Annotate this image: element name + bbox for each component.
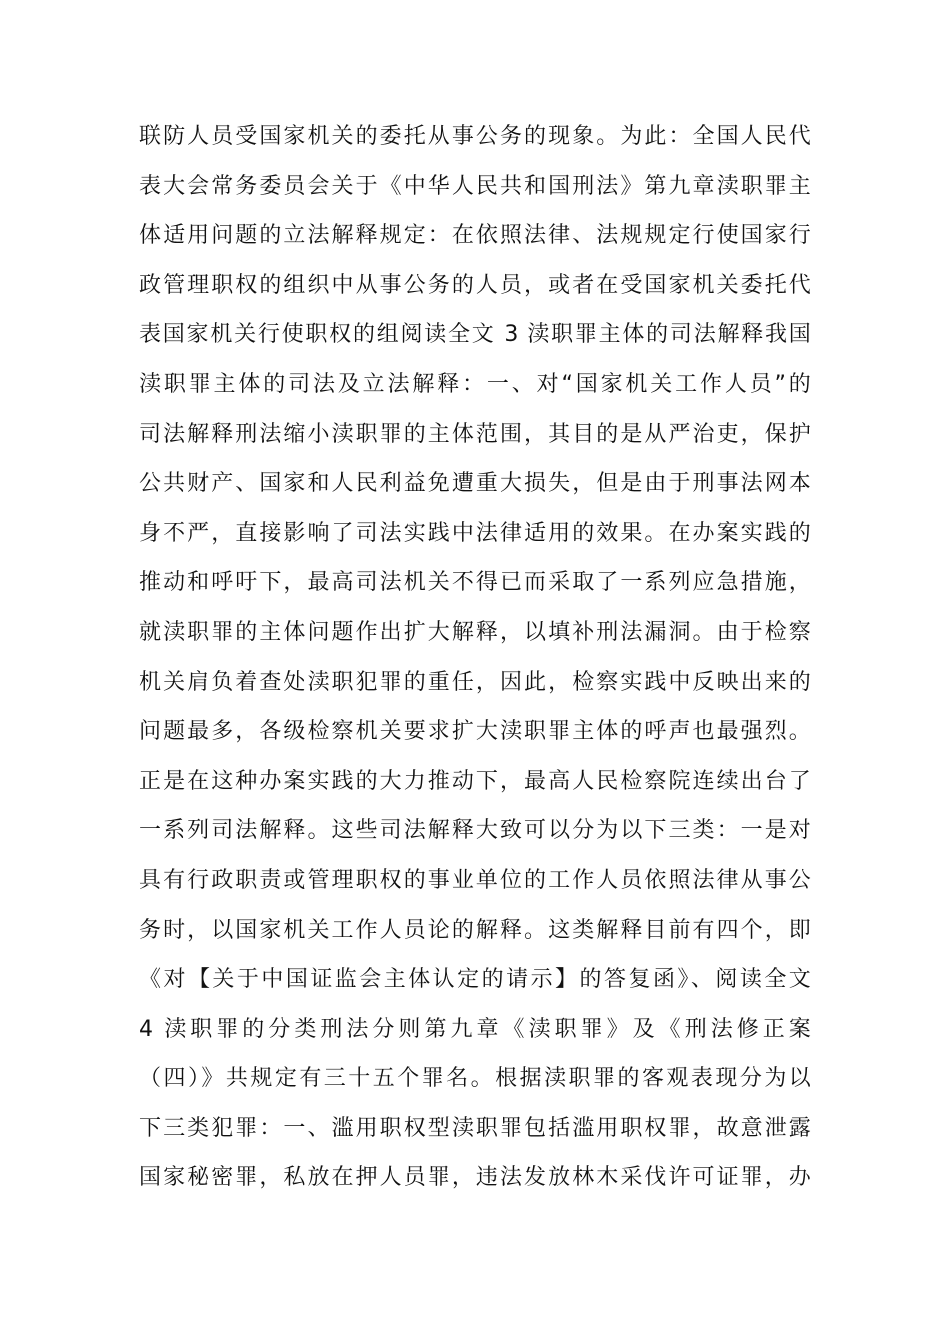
text-line: 问题最多，各级检察机关要求扩大渎职罪主体的呼声也最强烈。 (139, 719, 811, 745)
text-line: 公共财产、国家和人民利益免遭重大损失，但是由于刑事法网本 (139, 471, 811, 497)
text-line: 《对【关于中国证监会主体认定的请示】的答复函》、阅读全文 (139, 967, 811, 993)
body-text (139, 112, 811, 1203)
text-line: 司法解释刑法缩小渎职罪的主体范围，其目的是从严治吏，保护 (139, 421, 811, 447)
text-line: 表国家机关行使职权的组阅读全文 3 渎职罪主体的司法解释我国 (139, 322, 811, 348)
text-line: 表大会常务委员会关于《中华人民共和国刑法》第九章渎职罪主 (139, 173, 811, 199)
text-line: 身不严，直接影响了司法实践中法律适用的效果。在办案实践的 (139, 520, 811, 546)
text-line: 一系列司法解释。这些司法解释大致可以分为以下三类：一是对 (139, 818, 811, 844)
text-line: 正是在这种办案实践的大力推动下，最高人民检察院连续出台了 (139, 768, 811, 794)
text-line: 国家秘密罪，私放在押人员罪，违法发放林木采伐许可证罪，办 (139, 1165, 811, 1191)
text-line: 下三类犯罪：一、滥用职权型渎职罪包括滥用职权罪，故意泄露 (139, 1115, 811, 1141)
text-line: （四）》共规定有三十五个罪名。根据渎职罪的客观表现分为以 (139, 1066, 811, 1092)
text-line: 联防人员受国家机关的委托从事公务的现象。为此：全国人民代 (139, 124, 811, 149)
text-line: 4 渎职罪的分类刑法分则第九章《渎职罪》及《刑法修正案 (139, 1016, 811, 1042)
text-line: 具有行政职责或管理职权的事业单位的工作人员依照法律从事公 (139, 867, 811, 893)
text-line: 渎职罪主体的司法及立法解释：一、对“国家机关工作人员”的 (139, 371, 811, 397)
text-line: 就渎职罪的主体问题作出扩大解释，以填补刑法漏洞。由于检察 (139, 619, 811, 645)
text-line: 体适用问题的立法解释规定：在依照法律、法规规定行使国家行 (139, 223, 811, 249)
text-line: 务时，以国家机关工作人员论的解释。这类解释目前有四个，即 (139, 917, 811, 943)
text-line: 推动和呼吁下，最高司法机关不得已而采取了一系列应急措施， (139, 570, 811, 596)
text-line: 机关肩负着查处渎职犯罪的重任，因此，检察实践中反映出来的 (139, 669, 811, 695)
text-line: 政管理职权的组织中从事公务的人员，或者在受国家机关委托代 (139, 272, 811, 298)
